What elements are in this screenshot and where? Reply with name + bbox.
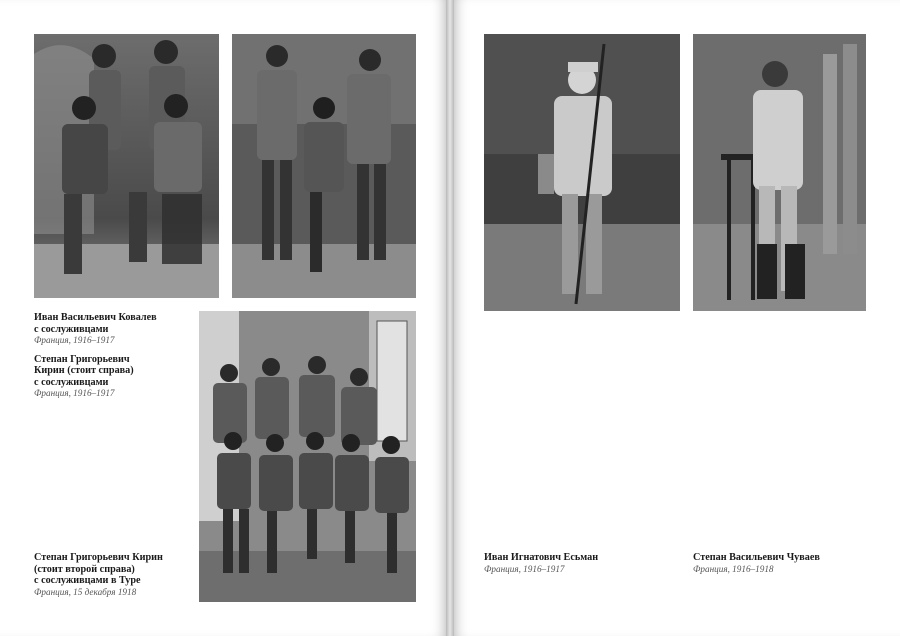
caption-kirin-1-meta: Франция, 1916–1917: [34, 388, 115, 398]
caption-esman: [484, 552, 680, 575]
photo-kirin-group: [232, 34, 416, 298]
caption-chuvaev-name: Степан Васильевич Чуваев: [693, 552, 820, 563]
book-gutter: [446, 0, 454, 636]
photo-kovalev-group: [34, 34, 219, 298]
right-page: [454, 0, 900, 636]
caption-kovalev: [34, 312, 194, 347]
caption-block-top: [34, 312, 194, 400]
caption-kovalev-name: Иван Васильевич Ковалев с сослуживцами: [34, 312, 157, 335]
photo-esman: [484, 34, 680, 311]
caption-esman-meta: Франция, 1916–1917: [484, 563, 565, 574]
caption-kirin-1: [34, 354, 194, 400]
caption-chuvaev: [693, 552, 873, 575]
caption-kirin-2-meta: Франция, 15 декабря 1918: [34, 586, 137, 597]
photo-chuvaev: [693, 34, 866, 311]
photo-tours-group: [199, 311, 416, 602]
caption-kirin-1-name: Степан Григорьевич Кирин (стоит справа) с сослуживцами: [34, 353, 134, 388]
caption-chuvaev-meta: Франция, 1916–1918: [693, 563, 774, 574]
caption-kirin-2-name: Степан Григорьевич Кирин (стоит второй справа) с сослуживцами в Туре: [34, 552, 163, 586]
caption-kovalev-meta: Франция, 1916–1917: [34, 335, 115, 345]
caption-kirin-2: [34, 552, 194, 598]
caption-esman-name: Иван Игнатович Есьман: [484, 552, 599, 563]
left-page: [0, 0, 446, 636]
